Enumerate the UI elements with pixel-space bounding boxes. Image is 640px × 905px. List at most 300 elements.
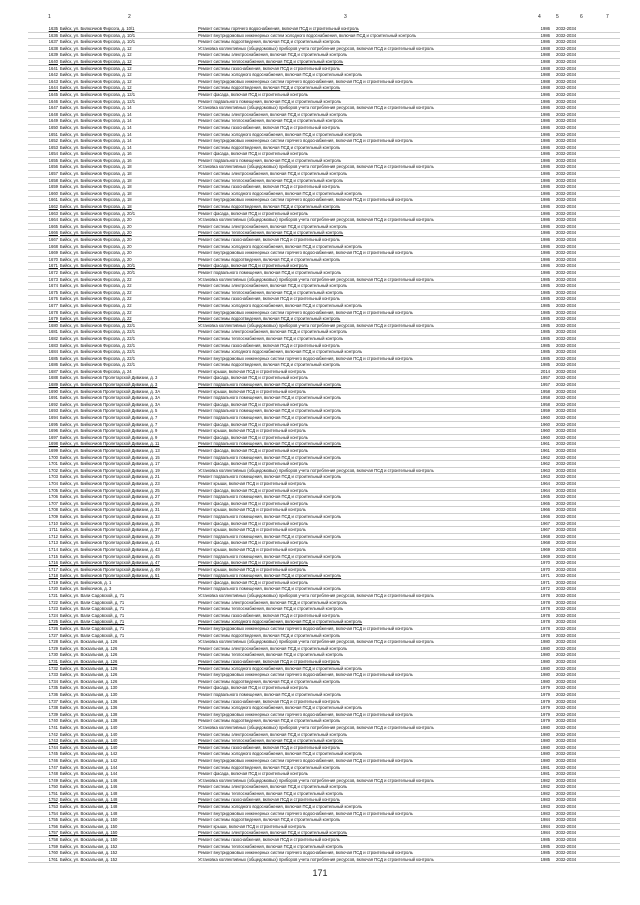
work-type-cell: Ремонт подвального помещения, включая ПСД и строительный контроль xyxy=(198,494,342,500)
work-type-cell: Ремонт крыши, включая ПСД и строительный контроль xyxy=(198,527,306,533)
table-row xyxy=(28,534,620,541)
row-number: 1652 xyxy=(48,138,58,144)
row-number: 1684 xyxy=(48,349,58,355)
table-row xyxy=(28,573,620,580)
row-number: 1651 xyxy=(48,131,58,137)
row-number: 1710 xyxy=(48,520,58,526)
build-year-cell: 1980 xyxy=(540,659,550,664)
build-year-cell: 1978 xyxy=(540,593,550,599)
period-cell: 2032-2034 xyxy=(556,790,577,796)
row-number: 1690 xyxy=(48,388,58,394)
period-cell: 2032-2034 xyxy=(556,237,577,242)
table-row xyxy=(28,389,620,396)
period-cell: 2032-2034 xyxy=(556,487,577,493)
work-type-cell: Ремонт системы газоснабжения, включая ПСД и строительный контроль xyxy=(198,65,340,71)
address-cell: Бийск, ул. Бийюзчиов Фирсова, д. 10/1 xyxy=(60,39,136,45)
row-number: 1704 xyxy=(48,480,58,486)
work-type-cell: Ремонт системы электроснабжения, включая ПСД и строительный контроль xyxy=(198,645,348,651)
table-row xyxy=(28,692,620,699)
row-number: 1717 xyxy=(48,566,58,572)
work-type-cell: Ремонт крыши, включая ПСД и строительный контроль xyxy=(198,546,306,552)
table-row xyxy=(28,224,620,231)
work-type-cell: Установка коллективных (общедомовых) приборов учета потребления ресурсов, включая ПСД и строительный контроль xyxy=(198,856,434,862)
table-row xyxy=(28,375,620,382)
table-row xyxy=(28,481,620,488)
build-year-cell: 1986 xyxy=(540,217,550,223)
period-cell: 2032-2034 xyxy=(556,566,577,572)
work-type-cell: Ремонт системы холодного водоснабжения, включая ПСД и строительный контроль xyxy=(198,243,363,249)
work-type-cell: Ремонт внутридомовых инженерных систем горячего водоснабжения, включая ПСД и строительный контроль xyxy=(198,78,413,84)
row-number: 1656 xyxy=(48,164,58,170)
work-type-cell: Ремонт системы теплоснабжения, включая ПСД и строительный контроль xyxy=(198,738,344,744)
work-type-cell: Ремонт подвального помещения, включая ПСД и строительный контроль xyxy=(198,573,342,579)
build-year-cell: 1986 xyxy=(540,177,550,183)
work-type-cell: Ремонт системы холодного водоснабжения, включая ПСД и строительный контроль xyxy=(198,665,363,671)
row-number: 1665 xyxy=(48,223,58,229)
work-type-cell: Ремонт внутридомовых инженерных систем горячего водоснабжения, включая ПСД и строительный контроль xyxy=(198,355,413,361)
column-number: 6 xyxy=(580,14,583,20)
table-row xyxy=(28,797,620,804)
period-cell: 2032-2034 xyxy=(556,283,577,289)
work-type-cell: Ремонт внутридомовых инженерных систем холодного водоснабжения, включая ПСД и строительный контроль xyxy=(198,32,417,38)
work-type-cell: Ремонт системы водоотведения, включая ПСД и строительный контроль xyxy=(198,678,341,684)
row-number: 1673 xyxy=(48,276,58,282)
build-year-cell: 1980 xyxy=(540,672,550,678)
build-year-cell: 1985 xyxy=(540,349,550,355)
period-cell: 2032-2034 xyxy=(556,230,577,236)
row-number: 1663 xyxy=(48,210,58,216)
table-row xyxy=(28,507,620,514)
row-number: 1659 xyxy=(48,184,58,190)
period-cell: 2032-2034 xyxy=(556,804,577,810)
row-number: 1736 xyxy=(48,691,58,697)
row-number: 1657 xyxy=(48,171,58,177)
address-cell: Бийск, ул. Бийюзчиов Фирсова, д. 22 xyxy=(60,296,132,302)
build-year-cell: 1978 xyxy=(540,632,550,638)
build-year-cell: 1980 xyxy=(540,751,550,757)
build-year-cell: 1985 xyxy=(540,276,550,282)
period-cell: 2032-2034 xyxy=(556,850,577,856)
build-year-cell: 1986 xyxy=(540,269,550,275)
work-type-cell: Ремонт фасада, включая ПСД и строительный контроль xyxy=(198,461,308,467)
work-type-cell: Ремонт системы водоотведения, включая ПСД и строительный контроль xyxy=(198,632,341,638)
work-type-cell: Ремонт системы электроснабжения, включая ПСД и строительный контроль xyxy=(198,171,348,177)
address-cell: Бийск, ул. Вали Садовской, д. 71 xyxy=(60,619,125,625)
period-cell: 2032-2034 xyxy=(556,434,577,440)
address-cell: Бийск, ул. Бийюзчиов Фирсова, д. 20 xyxy=(60,230,132,236)
address-cell: Бийск, ул. Бийюзчиов Фирсова, д. 12 xyxy=(60,85,132,91)
address-cell: Бийск, ул. Бийюзчиов Фирсова, д. 20 xyxy=(60,256,132,262)
period-cell: 2032-2034 xyxy=(556,738,577,744)
column-number: 4 xyxy=(538,14,541,20)
row-number: 1672 xyxy=(48,269,58,275)
build-year-cell: 1986 xyxy=(540,26,550,31)
row-number: 1753 xyxy=(48,804,58,810)
row-number: 1742 xyxy=(48,731,58,737)
table-row xyxy=(28,705,620,712)
work-type-cell: Ремонт системы водоотведения, включая ПСД и строительный контроль xyxy=(198,85,341,91)
row-number: 1739 xyxy=(48,711,58,717)
period-cell: 2032-2034 xyxy=(556,645,577,651)
row-number: 1709 xyxy=(48,513,58,519)
address-cell: Бийск, ул. Бийюзчиов Фирсова, д. 14 xyxy=(60,131,132,137)
address-cell: Бийск, ул. Вокзальная, д. 126 xyxy=(60,639,118,645)
work-type-cell: Ремонт внутридомовых инженерных систем горячего водоснабжения, включая ПСД и строительный контроль xyxy=(198,250,413,256)
address-cell: Бийск, ул. Бийюзчиов Фирсова, д. 12 xyxy=(60,45,132,51)
table-row xyxy=(28,659,620,666)
build-year-cell: 1985 xyxy=(540,322,550,328)
build-year-cell: 1961 xyxy=(540,448,550,453)
row-number: 1636 xyxy=(48,32,58,38)
address-cell: Бийск, ул. Вокзальная, д. 126 xyxy=(60,652,118,658)
table-row xyxy=(28,237,620,244)
row-number: 1743 xyxy=(48,738,58,744)
period-cell: 2032-2034 xyxy=(556,764,577,770)
period-cell: 2032-2034 xyxy=(556,217,577,223)
table-row xyxy=(28,441,620,448)
build-year-cell: 1967 xyxy=(540,520,550,526)
build-year-cell: 1957 xyxy=(540,382,550,388)
row-number: 1643 xyxy=(48,78,58,84)
table-row xyxy=(28,59,620,66)
table-row xyxy=(28,145,620,152)
build-year-cell: 1981 xyxy=(540,771,550,777)
row-number: 1741 xyxy=(48,724,58,730)
table-row xyxy=(28,613,620,620)
period-cell: 2032-2034 xyxy=(556,223,577,229)
row-number: 1668 xyxy=(48,243,58,249)
row-number: 1639 xyxy=(48,52,58,58)
build-year-cell: 1978 xyxy=(540,626,550,632)
address-cell: Бийск, ул. Вокзальная, д. 140 xyxy=(60,731,118,737)
row-number: 1712 xyxy=(48,533,58,539)
build-year-cell: 1983 xyxy=(540,810,550,816)
work-type-cell: Ремонт системы газоснабжения, включая ПСД и строительный контроль xyxy=(198,837,340,843)
period-cell: 2032-2034 xyxy=(556,45,577,51)
build-year-cell: 1985 xyxy=(540,309,550,315)
table-row xyxy=(28,837,620,844)
period-cell: 2032-2034 xyxy=(556,599,577,605)
period-cell: 2032-2034 xyxy=(556,329,577,335)
build-year-cell: 1986 xyxy=(540,190,550,196)
period-cell: 2032-2034 xyxy=(556,316,577,322)
period-cell: 2032-2034 xyxy=(556,388,577,394)
work-type-cell: Ремонт системы электроснабжения, включая ПСД и строительный контроль xyxy=(198,784,348,790)
period-cell: 2032-2034 xyxy=(556,579,577,585)
build-year-cell: 1970 xyxy=(540,560,550,566)
work-type-cell: Установка коллективных (общедомовых) приборов учета потребления ресурсов, включая ПСД и строительный контроль xyxy=(198,45,434,51)
address-cell: Бийск, ул. Бийюзчиов Пролетарской Дивизии, д. 9 xyxy=(60,434,158,440)
period-cell: 2032-2034 xyxy=(556,639,577,645)
work-type-cell: Ремонт внутридомовых инженерных систем горячего водоснабжения, включая ПСД и строительный контроль xyxy=(198,757,413,763)
period-cell: 2032-2034 xyxy=(556,711,577,717)
period-cell: 2032-2034 xyxy=(556,527,577,533)
work-type-cell: Ремонт системы теплоснабжения, включая ПСД и строительный контроль xyxy=(198,606,344,612)
table-row xyxy=(28,257,620,264)
row-number: 1727 xyxy=(48,632,58,638)
table-row xyxy=(28,316,620,323)
address-cell: Бийск, ул. Бийюзчиов Фирсова, д. 20 xyxy=(60,237,132,242)
table-row xyxy=(28,778,620,785)
period-cell: 2032-2034 xyxy=(556,672,577,678)
address-cell: Бийск, ул. Бийюзчиов Пролетарской Дивизии, д. 27 xyxy=(60,494,160,500)
row-number: 1735 xyxy=(48,685,58,691)
row-number: 1693 xyxy=(48,408,58,414)
address-cell: Бийск, ул. Бийюзчиов Пролетарской Дивизии, д. 7 xyxy=(60,415,158,421)
work-type-cell: Ремонт крыши, включая ПСД и строительный контроль xyxy=(198,566,306,572)
address-cell: Бийск, ул. Бийюзчиов Пролетарской Дивизии, д. 37 xyxy=(60,527,160,533)
build-year-cell: 1983 xyxy=(540,804,550,810)
build-year-cell: 1985 xyxy=(540,335,550,341)
table-row xyxy=(28,197,620,204)
build-year-cell: 1972 xyxy=(540,586,550,592)
build-year-cell: 1986 xyxy=(540,243,550,249)
build-year-cell: 1978 xyxy=(540,619,550,625)
row-number: 1714 xyxy=(48,546,58,552)
address-cell: Бийск, ул. Бийюзчиов Фирсова, д. 14 xyxy=(60,138,132,144)
table-row xyxy=(28,745,620,752)
period-cell: 2032-2034 xyxy=(556,698,577,704)
address-cell: Бийск, ул. Бийюзчиов, д. 1 xyxy=(60,579,112,585)
period-cell: 2032-2034 xyxy=(556,296,577,302)
table-row xyxy=(28,639,620,646)
address-cell: Бийск, ул. Бийюзчиов Фирсова, д. 12 xyxy=(60,65,132,71)
row-number: 1686 xyxy=(48,362,58,368)
row-number: 1698 xyxy=(48,441,58,447)
row-number: 1645 xyxy=(48,91,58,97)
period-cell: 2032-2034 xyxy=(556,454,577,460)
build-year-cell: 1969 xyxy=(540,546,550,552)
period-cell: 2032-2034 xyxy=(556,269,577,275)
row-number: 1731 xyxy=(48,659,58,664)
build-year-cell: 1986 xyxy=(540,250,550,256)
address-cell: Бийск, ул. Вокзальная, д. 142 xyxy=(60,757,118,763)
work-type-cell: Ремонт внутридомовых инженерных систем горячего водоснабжения, включая ПСД и строительный контроль xyxy=(198,810,413,816)
table-row xyxy=(28,679,620,686)
table-row xyxy=(28,857,620,864)
row-number: 1740 xyxy=(48,718,58,724)
row-number: 1699 xyxy=(48,448,58,453)
period-cell: 2032-2034 xyxy=(556,830,577,836)
address-cell: Бийск, ул. Бийюзчиов Фирсова, д. 22/1 xyxy=(60,329,136,335)
address-cell: Бийск, ул. Бийюзчиов Фирсова, д. 16 xyxy=(60,157,132,163)
address-cell: Бийск, ул. Бийюзчиов Фирсова, д. 22/1 xyxy=(60,342,136,348)
work-type-cell: Ремонт фасада, включая ПСД и строительный контроль xyxy=(198,685,308,691)
build-year-cell: 1970 xyxy=(540,566,550,572)
row-number: 1729 xyxy=(48,645,58,651)
row-number: 1711 xyxy=(48,527,58,533)
address-cell: Бийск, ул. Вокзальная, д. 138 xyxy=(60,718,118,724)
work-type-cell: Ремонт системы электроснабжения, включая ПСД и строительный контроль xyxy=(198,223,348,229)
address-cell: Бийск, ул. Бийюзчиов Пролетарской Дивизии, д. 7 xyxy=(60,421,158,427)
work-type-cell: Ремонт системы холодного водоснабжения, включая ПСД и строительный контроль xyxy=(198,72,363,78)
work-type-cell: Ремонт фасада, включая ПСД и строительный контроль xyxy=(198,151,308,157)
period-cell: 2032-2034 xyxy=(556,39,577,45)
address-cell: Бийск, ул. Бийюзчиов Пролетарской Дивизии, д. 13 xyxy=(60,448,160,453)
build-year-cell: 1962 xyxy=(540,454,550,460)
address-cell: Бийск, ул. Вокзальная, д. 136 xyxy=(60,698,118,704)
table-row xyxy=(28,791,620,798)
work-type-cell: Ремонт системы холодного водоснабжения, включая ПСД и строительный контроль xyxy=(198,302,363,308)
table-row xyxy=(28,422,620,429)
table-row xyxy=(28,270,620,277)
address-cell: Бийск, ул. Бийюзчиов Пролетарской Дивизии, д. 41 xyxy=(60,540,160,546)
table-row xyxy=(28,33,620,40)
period-cell: 2032-2034 xyxy=(556,441,577,447)
build-year-cell: 1986 xyxy=(540,144,550,150)
period-cell: 2032-2034 xyxy=(556,533,577,539)
table-row xyxy=(28,46,620,53)
period-cell: 2032-2034 xyxy=(556,342,577,348)
table-row xyxy=(28,606,620,613)
address-cell: Бийск, ул. Бийюзчиов Пролетарской Дивизии, д. 15 xyxy=(60,454,160,460)
table-row xyxy=(28,303,620,310)
address-cell: Бийск, ул. Вокзальная, д. 152 xyxy=(60,843,118,849)
build-year-cell: 1984 xyxy=(540,823,550,829)
build-year-cell: 1985 xyxy=(540,362,550,368)
table-row xyxy=(28,527,620,534)
row-number: 1644 xyxy=(48,85,58,91)
row-number: 1695 xyxy=(48,421,58,427)
period-cell: 2032-2034 xyxy=(556,72,577,78)
build-year-cell: 1986 xyxy=(540,118,550,124)
address-cell: Бийск, ул. Вокзальная, д. 142 xyxy=(60,751,118,757)
address-cell: Бийск, ул. Вокзальная, д. 136 xyxy=(60,705,118,711)
build-year-cell: 1988 xyxy=(540,52,550,58)
work-type-cell: Ремонт системы теплоснабжения, включая ПСД и строительный контроль xyxy=(198,58,344,64)
work-type-cell: Ремонт подвального помещения, включая ПСД и строительный контроль xyxy=(198,269,342,275)
address-cell: Бийск, ул. Вокзальная, д. 148 xyxy=(60,797,118,803)
work-type-cell: Ремонт системы электроснабжения, включая ПСД и строительный контроль xyxy=(198,111,348,117)
row-number: 1681 xyxy=(48,329,58,335)
period-cell: 2032-2034 xyxy=(556,421,577,427)
address-cell: Бийск, ул. Вокзальная, д. 150 xyxy=(60,830,118,836)
period-cell: 2032-2034 xyxy=(556,586,577,592)
build-year-cell: 1986 xyxy=(540,256,550,262)
row-number: 1661 xyxy=(48,197,58,203)
build-year-cell: 1984 xyxy=(540,817,550,823)
address-cell: Бийск, ул. Бийюзчиов Пролетарской Дивизии, д. 3А xyxy=(60,388,161,394)
table-row xyxy=(28,72,620,79)
period-cell: 2032-2034 xyxy=(556,362,577,368)
table-row xyxy=(28,824,620,831)
row-number: 1675 xyxy=(48,289,58,295)
row-number: 1662 xyxy=(48,204,58,210)
column-number: 1 xyxy=(48,14,51,20)
build-year-cell: 1986 xyxy=(540,263,550,269)
period-cell: 2032-2034 xyxy=(556,560,577,566)
table-row xyxy=(28,718,620,725)
work-type-cell: Ремонт системы электроснабжения, включая ПСД и строительный контроль xyxy=(198,283,348,289)
row-number: 1713 xyxy=(48,540,58,546)
build-year-cell: 1988 xyxy=(540,58,550,64)
build-year-cell: 1963 xyxy=(540,467,550,473)
row-number: 1702 xyxy=(48,467,58,473)
work-type-cell: Ремонт внутридомовых инженерных систем горячего водоснабжения, включая ПСД и строительный контроль xyxy=(198,626,413,632)
row-number: 1648 xyxy=(48,111,58,117)
row-number: 1696 xyxy=(48,428,58,434)
column-number: 5 xyxy=(556,14,559,20)
period-cell: 2032-2034 xyxy=(556,131,577,137)
period-cell: 2032-2034 xyxy=(556,520,577,526)
period-cell: 2032-2034 xyxy=(556,724,577,730)
address-cell: Бийск, ул. Бийюзчиов Фирсова, д. 24 xyxy=(60,368,132,374)
period-cell: 2032-2034 xyxy=(556,91,577,97)
period-cell: 2032-2034 xyxy=(556,408,577,414)
build-year-cell: 1957 xyxy=(540,375,550,381)
work-type-cell: Ремонт подвального помещения, включая ПСД и строительный контроль xyxy=(198,157,342,163)
build-year-cell: 1985 xyxy=(540,283,550,289)
work-type-cell: Ремонт системы водоотведения, включая ПСД и строительный контроль xyxy=(198,362,341,368)
table-row xyxy=(28,600,620,607)
build-year-cell: 1988 xyxy=(540,78,550,84)
row-number: 1678 xyxy=(48,309,58,315)
table-row xyxy=(28,468,620,475)
build-year-cell: 1958 xyxy=(540,388,550,394)
work-type-cell: Ремонт системы газоснабжения, включая ПСД и строительный контроль xyxy=(198,124,340,130)
table-row xyxy=(28,138,620,145)
row-number: 1635 xyxy=(48,26,58,31)
row-number: 1689 xyxy=(48,382,58,388)
build-year-cell: 1986 xyxy=(540,39,550,45)
work-type-cell: Установка коллективных (общедомовых) приборов учета потребления ресурсов, включая ПСД и строительный контроль xyxy=(198,467,434,473)
period-cell: 2032-2034 xyxy=(556,177,577,183)
address-cell: Бийск, ул. Вокзальная, д. 140 xyxy=(60,744,118,750)
period-cell: 2032-2034 xyxy=(556,32,577,38)
address-cell: Бийск, ул. Вокзальная, д. 138 xyxy=(60,711,118,717)
period-cell: 2032-2034 xyxy=(556,243,577,249)
row-number: 1755 xyxy=(48,817,58,823)
work-type-cell: Ремонт фасада, включая ПСД и строительный контроль xyxy=(198,487,308,493)
work-type-cell: Ремонт системы холодного водоснабжения, включая ПСД и строительный контроль xyxy=(198,705,363,711)
table-row xyxy=(28,283,620,290)
period-cell: 2032-2034 xyxy=(556,164,577,170)
table-row xyxy=(28,118,620,125)
work-type-cell: Ремонт системы газоснабжения, включая ПСД и строительный контроль xyxy=(198,237,340,242)
work-type-cell: Ремонт внутридомовых инженерных систем горячего водоснабжения, включая ПСД и строительный контроль xyxy=(198,309,413,315)
row-number: 1752 xyxy=(48,797,58,803)
work-type-cell: Ремонт подвального помещения, включая ПСД и строительный контроль xyxy=(198,474,342,480)
table-row xyxy=(28,850,620,857)
work-type-cell: Ремонт системы теплоснабжения, включая ПСД и строительный контроль xyxy=(198,843,344,849)
build-year-cell: 1980 xyxy=(540,665,550,671)
work-type-cell: Ремонт системы газоснабжения, включая ПСД и строительный контроль xyxy=(198,698,340,704)
row-number: 1706 xyxy=(48,494,58,500)
period-cell: 2032-2034 xyxy=(556,210,577,216)
row-number: 1726 xyxy=(48,626,58,632)
row-number: 1705 xyxy=(48,487,58,493)
build-year-cell: 1960 xyxy=(540,421,550,427)
build-year-cell: 1980 xyxy=(540,645,550,651)
table-row xyxy=(28,178,620,185)
build-year-cell: 1986 xyxy=(540,138,550,144)
build-year-cell: 1979 xyxy=(540,685,550,691)
address-cell: Бийск, ул. Бийюзчиов Фирсова, д. 12/1 xyxy=(60,98,136,104)
address-cell: Бийск, ул. Бийюзчиов Пролетарской Дивизии, д. 23 xyxy=(60,480,160,486)
table-row xyxy=(28,804,620,811)
address-cell: Бийск, ул. Бийюзчиов Пролетарской Дивизии, д. 45 xyxy=(60,553,160,559)
work-type-cell: Ремонт подвального помещения, включая ПСД и строительный контроль xyxy=(198,408,342,414)
period-cell: 2032-2034 xyxy=(556,573,577,579)
build-year-cell: 1969 xyxy=(540,553,550,559)
period-cell: 2032-2034 xyxy=(556,474,577,480)
row-number: 1647 xyxy=(48,105,58,111)
period-cell: 2032-2034 xyxy=(556,375,577,381)
row-number: 1744 xyxy=(48,744,58,750)
row-number: 1683 xyxy=(48,342,58,348)
address-cell: Бийск, ул. Бийюзчиов Фирсова, д. 16 xyxy=(60,151,132,157)
work-type-cell: Ремонт подвального помещения, включая ПСД и строительный контроль xyxy=(198,454,342,460)
